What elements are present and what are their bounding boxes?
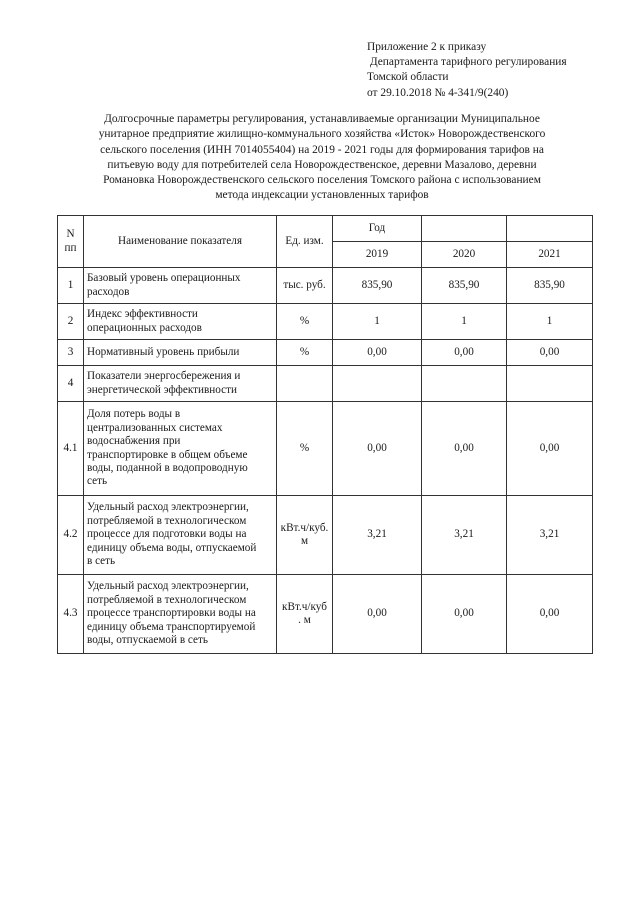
row-number: 4.2 [58, 496, 84, 575]
unit [277, 366, 333, 402]
value-2020: 835,90 [422, 268, 507, 304]
unit-line: тыс. руб. [283, 278, 326, 291]
unit-line: м [300, 535, 309, 547]
indicator-name-line: единицу объема воды, отпускаемой [87, 541, 257, 554]
indicator-name-line: единицу объема транспортируемой [87, 620, 256, 633]
indicator-name [84, 575, 277, 654]
unit-line: % [299, 441, 310, 454]
header-num-line: N [66, 228, 75, 241]
row-number: 3 [58, 340, 84, 366]
indicator-name-line: расходов [87, 285, 130, 298]
row-number: 2 [58, 304, 84, 340]
header-unit: Ед. изм. [277, 216, 333, 268]
value-2021: 0,00 [507, 402, 593, 496]
indicator-name-line: Нормативный уровень прибыли [87, 345, 240, 358]
indicator-name [84, 268, 277, 304]
unit-line: . м [298, 614, 311, 626]
header-num-line: пп [64, 241, 77, 254]
indicator-name-line: энергетической эффективности [87, 383, 237, 396]
indicator-name-line: водоснабжения при [87, 435, 181, 448]
table-row [58, 496, 593, 575]
header-year: 2020 [422, 242, 507, 268]
header-year-group: Год [333, 216, 422, 242]
table-row [58, 340, 593, 366]
row-number: 1 [58, 268, 84, 304]
indicator-name-line: потребляемой в технологическом [87, 514, 247, 527]
unit [277, 575, 333, 654]
indicator-name [84, 304, 277, 340]
unit [277, 340, 333, 366]
indicator-name [84, 366, 277, 402]
row-number: 4.1 [58, 402, 84, 496]
unit [277, 402, 333, 496]
header-name: Наименование показателя [84, 216, 277, 268]
table-row [58, 575, 593, 654]
indicator-name [84, 402, 277, 496]
value-2019: 0,00 [333, 402, 422, 496]
value-2019 [333, 366, 422, 402]
value-2019: 835,90 [333, 268, 422, 304]
heading-line: питьевую воду для потребителей села Новорождественское, деревни Мазалово, деревни [107, 158, 537, 171]
table-row [58, 402, 593, 496]
unit-line: кВт.ч/куб [282, 600, 327, 613]
indicator-name-line: Удельный расход электроэнергии, [87, 580, 249, 593]
indicator-name-line: Базовый уровень операционных [87, 272, 241, 285]
appendix-line: Приложение 2 к приказу [367, 41, 487, 53]
heading-line: унитарное предприятие жилищно-коммунального хозяйства «Исток» Новорождественского [98, 128, 546, 141]
value-2021 [507, 366, 593, 402]
row-number: 4.3 [58, 575, 84, 654]
indicator-name [84, 496, 277, 575]
appendix-line: Департамента тарифного регулирования [367, 56, 567, 69]
header-num [58, 216, 84, 268]
indicator-name-line: сеть [87, 475, 108, 488]
indicator-name-line: Показатели энергосбережения и [87, 370, 241, 383]
indicator-name-line: воды, отпускаемой в сеть [87, 634, 208, 647]
value-2019: 0,00 [333, 340, 422, 366]
value-2021: 0,00 [507, 340, 593, 366]
appendix-line: Томской области [367, 71, 449, 84]
value-2021: 0,00 [507, 575, 593, 654]
value-2020 [422, 366, 507, 402]
appendix-reference [367, 40, 617, 101]
value-2019: 0,00 [333, 575, 422, 654]
value-2020: 3,21 [422, 496, 507, 575]
value-2020: 1 [422, 304, 507, 340]
row-number: 4 [58, 366, 84, 402]
unit-line: % [299, 314, 310, 327]
unit-line: % [299, 345, 310, 358]
header-row [58, 216, 593, 242]
value-2020: 0,00 [422, 340, 507, 366]
indicator-name-line: транспортировке в общем объеме [87, 448, 248, 461]
value-2019: 3,21 [333, 496, 422, 575]
unit [277, 268, 333, 304]
table-row [58, 366, 593, 402]
appendix-line: от 29.10.2018 № 4-341/9(240) [367, 86, 509, 99]
indicator-name-line: процессе для подготовки воды на [87, 528, 247, 541]
indicator-name-line: воды, поданной в водопроводную [87, 461, 248, 474]
indicator-name-line: Доля потерь воды в [87, 408, 181, 421]
value-2020: 0,00 [422, 402, 507, 496]
value-2020: 0,00 [422, 575, 507, 654]
value-2021: 835,90 [507, 268, 593, 304]
header-year: 2021 [507, 242, 593, 268]
heading-line: сельского поселения (ИНН 7014055404) на 2019 - 2021 годы для формирования тарифов на [100, 143, 544, 156]
document-heading [60, 112, 584, 204]
heading-line: Романовка Новорождественского сельского поселения Томского района с использованием [103, 174, 541, 187]
table-row [58, 268, 593, 304]
unit-line: кВт.ч/куб. [280, 521, 329, 534]
header-empty-cell [422, 216, 507, 242]
indicator-name-line: в сеть [87, 555, 116, 568]
indicator-name [84, 340, 277, 366]
table-row [58, 304, 593, 340]
indicator-name-line: Удельный расход электроэнергии, [87, 501, 249, 514]
header-year: 2019 [333, 242, 422, 268]
indicator-name-line: операционных расходов [87, 321, 202, 334]
value-2019: 1 [333, 304, 422, 340]
heading-line: метода индексации установленных тарифов [215, 189, 429, 202]
heading-line: Долгосрочные параметры регулирования, устанавливаемые организации Муниципальное [104, 113, 540, 125]
value-2021: 3,21 [507, 496, 593, 575]
indicator-name-line: потребляемой в технологическом [87, 593, 247, 606]
indicator-name-line: централизованных системах [87, 421, 223, 434]
header-empty-cell [507, 216, 593, 242]
value-2021: 1 [507, 304, 593, 340]
unit [277, 304, 333, 340]
indicator-name-line: Индекс эффективности [87, 308, 198, 321]
unit [277, 496, 333, 575]
parameters-table [57, 215, 593, 654]
indicator-name-line: процессе транспортировки воды на [87, 607, 256, 620]
